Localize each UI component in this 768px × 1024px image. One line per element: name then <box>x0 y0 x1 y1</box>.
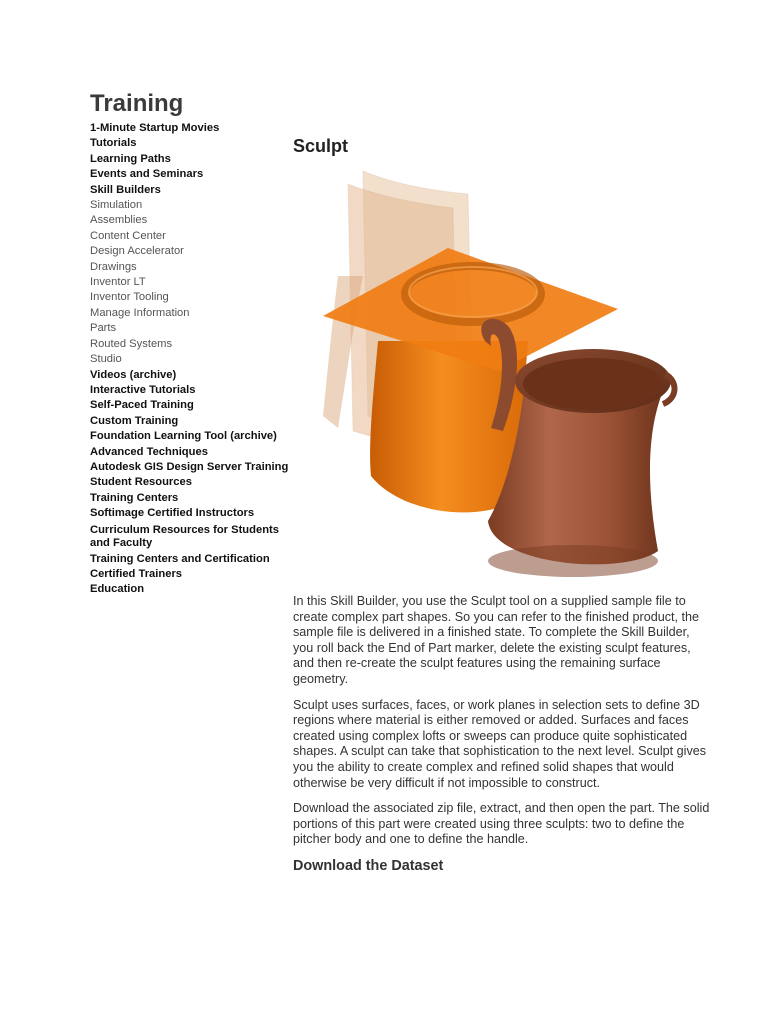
nav-item-self-paced-training[interactable]: Self-Paced Training <box>90 399 194 412</box>
training-nav <box>90 121 295 598</box>
nav-item-certified-trainers[interactable]: Certified Trainers <box>90 567 183 580</box>
nav-item-training-centers[interactable]: Training Centers <box>90 491 179 504</box>
nav-item-videos-archive[interactable]: Videos (archive) <box>90 368 177 381</box>
nav-item-interactive-tutorials[interactable]: Interactive Tutorials <box>90 383 196 396</box>
page-title: Training <box>90 90 184 117</box>
section-title: Sculpt <box>293 136 349 156</box>
nav-item-design-accelerator[interactable]: Design Accelerator <box>90 245 184 258</box>
nav-item-events-and-seminars[interactable]: Events and Seminars <box>90 168 204 181</box>
nav-item-learning-paths[interactable]: Learning Paths <box>90 152 171 165</box>
nav-item-softimage-certified-instructors[interactable]: Softimage Certified Instructors <box>90 507 255 520</box>
download-dataset-heading[interactable]: Download the Dataset <box>293 857 444 874</box>
nav-item-training-centers-and-certification[interactable]: Training Centers and Certification <box>90 552 270 565</box>
download-instructions-paragraph: Download the associated zip file, extract, and then open the part. The solid portions of this part were created using three sculpts: two to define the pitcher body and one to define the handle. <box>293 801 710 847</box>
nav-item-autodesk-gis-design-server-training[interactable]: Autodesk GIS Design Server Training <box>90 460 289 473</box>
nav-item-content-center[interactable]: Content Center <box>90 229 166 242</box>
sculpt-description-paragraph: Sculpt uses surfaces, faces, or work planes in selection sets to define 3D regions where material is either removed or added. Surfaces and faces created using complex lofts or sweeps can produce quite sophisticated shapes. A sculpt can take that sophistication to the next level. Sculpt gives you the ability to create complex and refined solid shapes that would otherwise be very difficult if not impossible to construct. <box>293 697 707 790</box>
nav-item-assemblies[interactable]: Assemblies <box>90 214 148 227</box>
intro-paragraph: In this Skill Builder, you use the Sculpt tool on a supplied sample file to create complex part shapes. So you can refer to the finished product, the sample file is delivered in a finished state. To complete the Skill Builder, you roll back the End of Part marker, delete the existing sculpt features, and then re-create the sculpt features using the remaining surface geometry. <box>293 594 700 686</box>
nav-item-foundation-learning-tool-archive[interactable]: Foundation Learning Tool (archive) <box>90 430 277 443</box>
nav-item-advanced-techniques[interactable]: Advanced Techniques <box>90 445 208 458</box>
nav-item-skill-builders[interactable]: Skill Builders <box>90 183 161 196</box>
nav-item-curriculum-resources-for-students-and-faculty[interactable]: Curriculum Resources for Students and Faculty <box>90 523 279 550</box>
nav-item-inventor-lt[interactable]: Inventor LT <box>90 276 146 289</box>
nav-item-simulation[interactable]: Simulation <box>90 199 143 212</box>
nav-item-parts[interactable]: Parts <box>90 322 117 335</box>
nav-item-tutorials[interactable]: Tutorials <box>90 137 137 150</box>
sculpt-pitcher-image <box>293 166 688 591</box>
nav-item-custom-training[interactable]: Custom Training <box>90 414 179 427</box>
nav-item-inventor-tooling[interactable]: Inventor Tooling <box>90 291 169 304</box>
nav-item-student-resources[interactable]: Student Resources <box>90 476 192 489</box>
nav-item-drawings[interactable]: Drawings <box>90 260 137 273</box>
nav-item-studio[interactable]: Studio <box>90 353 122 366</box>
nav-item-education[interactable]: Education <box>90 583 145 596</box>
nav-item-routed-systems[interactable]: Routed Systems <box>90 337 173 350</box>
nav-item-1-minute-startup-movies[interactable]: 1-Minute Startup Movies <box>90 122 220 134</box>
article-content <box>293 594 713 874</box>
nav-item-manage-information[interactable]: Manage Information <box>90 306 190 319</box>
